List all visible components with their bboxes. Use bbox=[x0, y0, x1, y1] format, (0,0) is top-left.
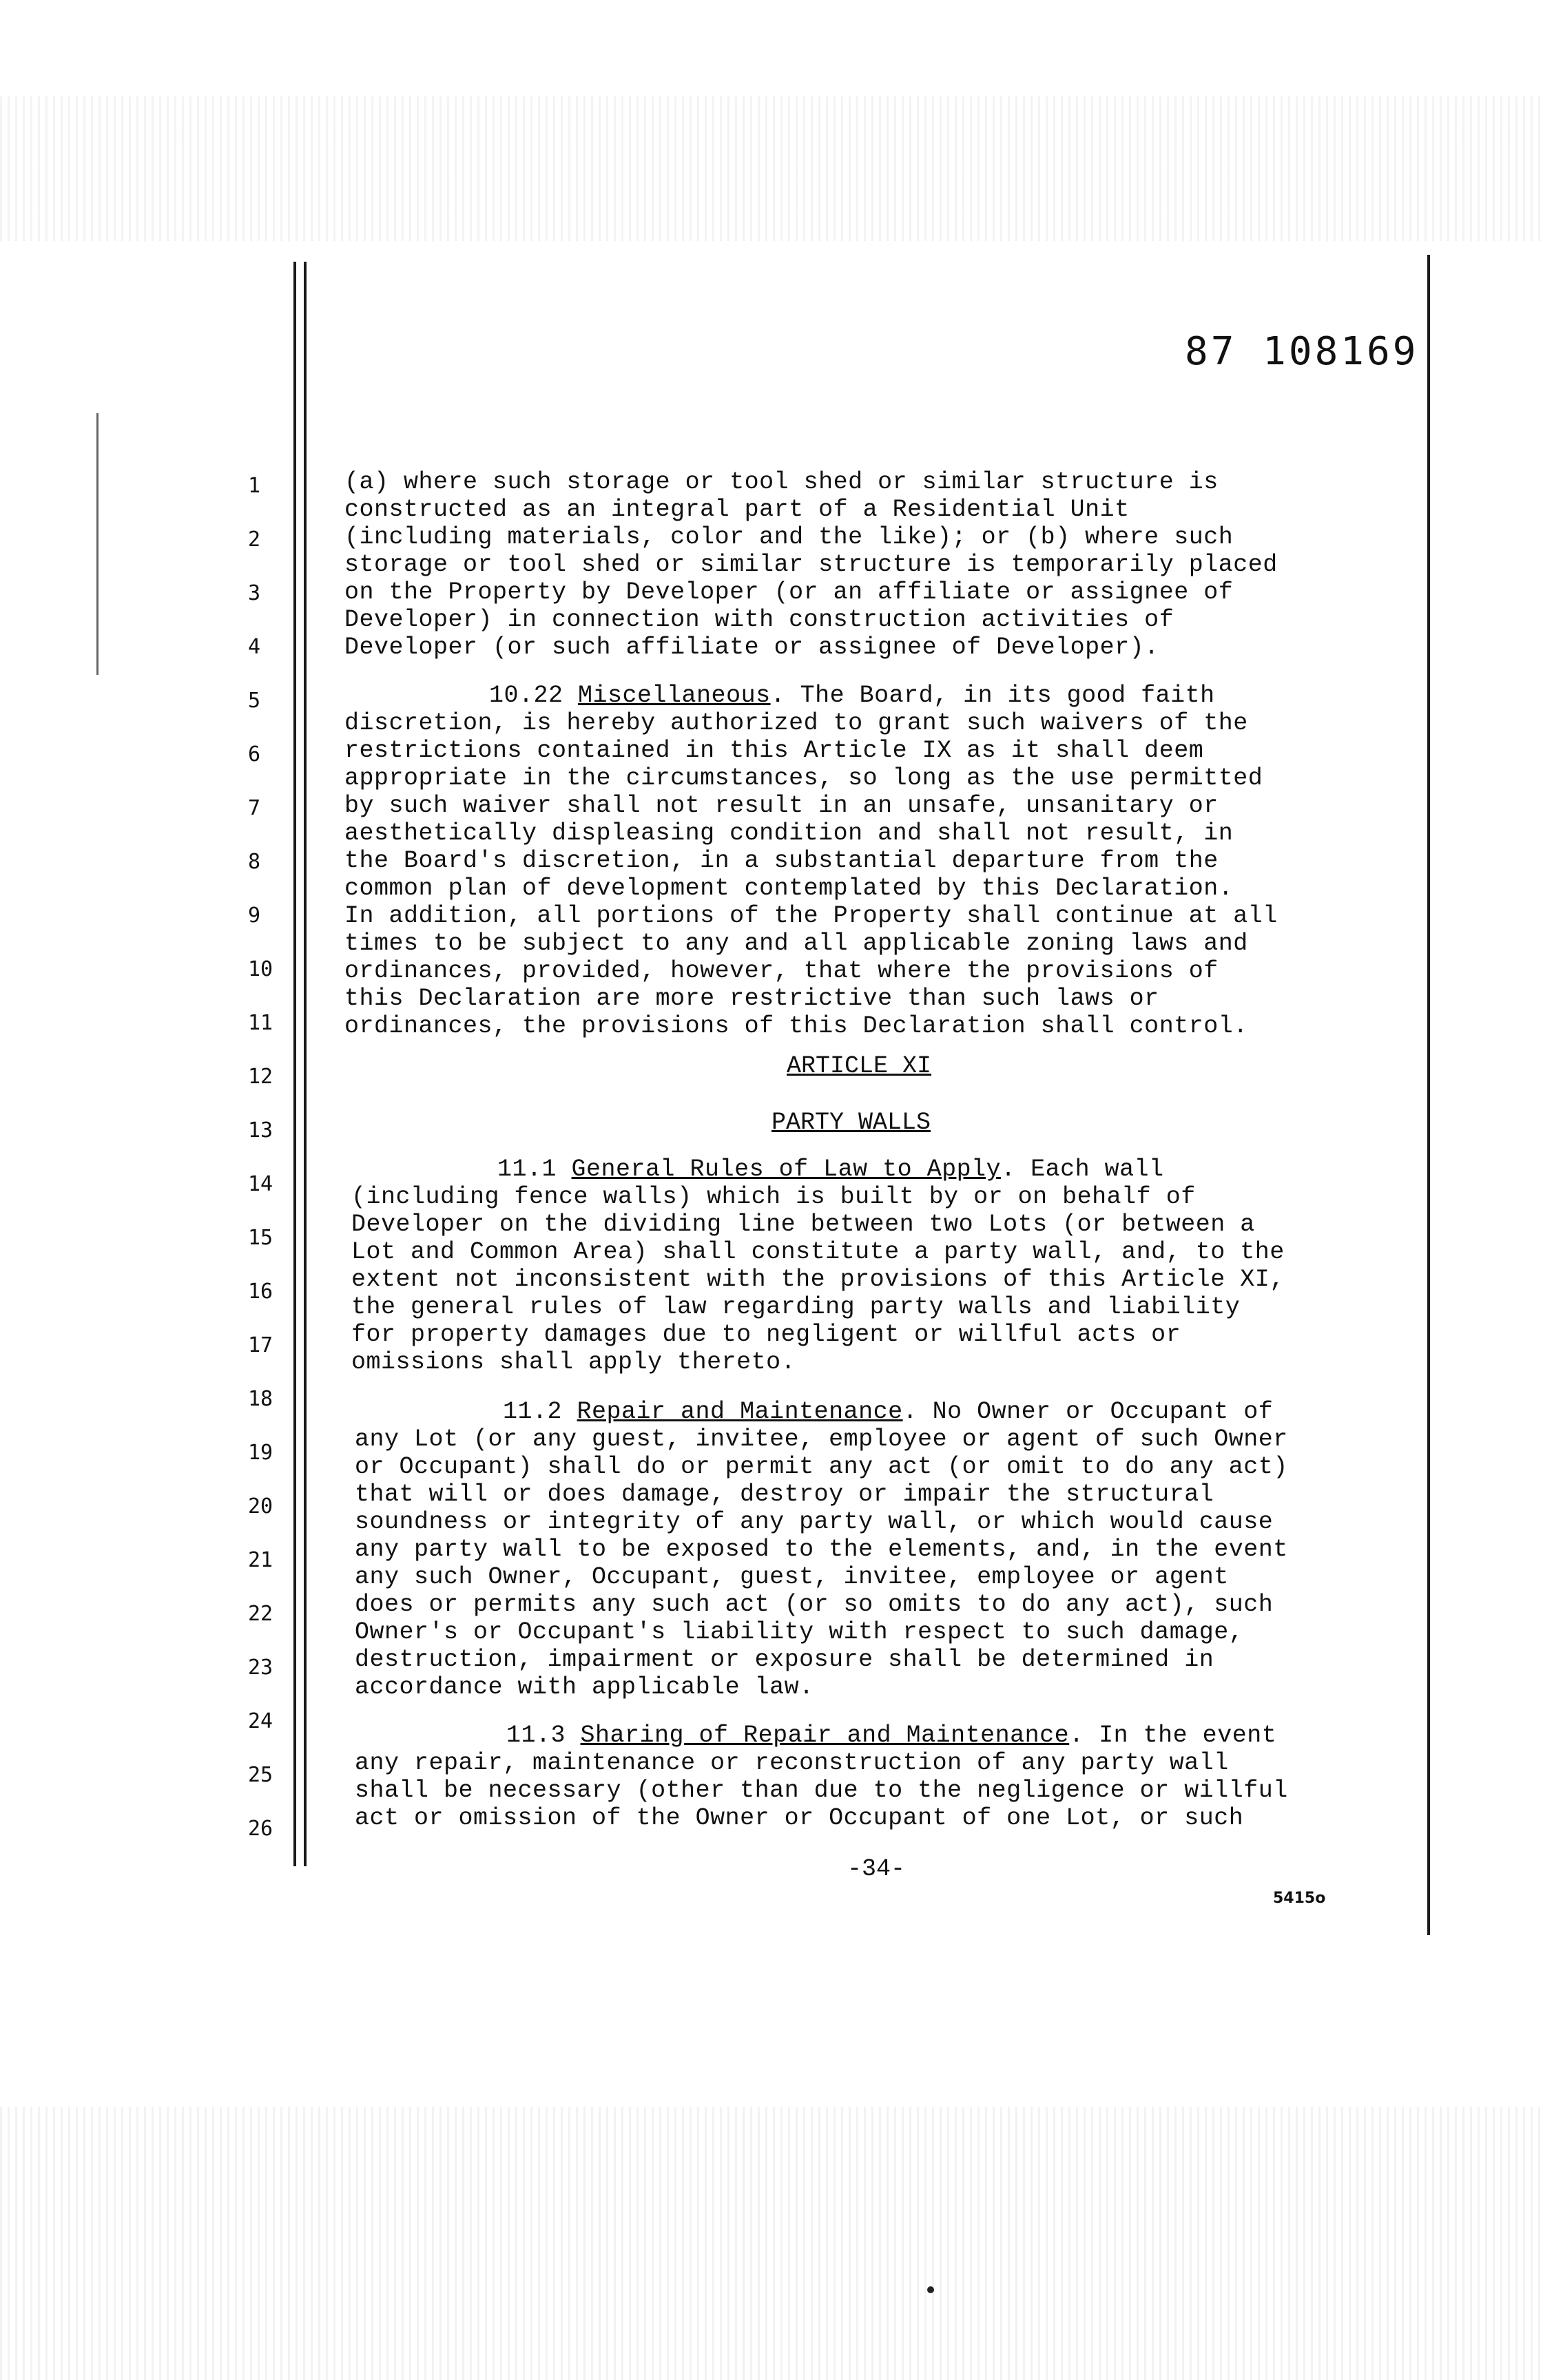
text-line: extent not inconsistent with the provisions of this Article XI, bbox=[351, 1266, 1285, 1293]
text-line: (including fence walls) which is built by or on behalf of bbox=[351, 1183, 1196, 1211]
text-line: does or permits any such act (or so omits to do any act), such bbox=[355, 1591, 1274, 1618]
article-subtitle: PARTY WALLS bbox=[772, 1109, 931, 1136]
text-line: (including materials, color and the like); or (b) where such bbox=[344, 523, 1234, 551]
text-run: . No Owner or Occupant of bbox=[902, 1398, 1274, 1426]
section-number: 11.1 bbox=[497, 1156, 572, 1183]
text-line: times to be subject to any and all applicable zoning laws and bbox=[344, 930, 1248, 957]
scan-noise-top bbox=[0, 96, 1543, 241]
line-number: 1 bbox=[248, 474, 261, 498]
text-line: storage or tool shed or similar structure is temporarily placed bbox=[344, 551, 1278, 578]
margin-rule-right bbox=[1427, 255, 1430, 1935]
line-number: 2 bbox=[248, 528, 261, 552]
line-number: 9 bbox=[248, 904, 261, 928]
text-line: any party wall to be exposed to the elements, and, in the event bbox=[355, 1536, 1288, 1563]
line-number: 4 bbox=[248, 635, 261, 659]
line-number: 11 bbox=[248, 1011, 273, 1035]
line-number: 5 bbox=[248, 689, 261, 713]
section-heading: Miscellaneous bbox=[578, 682, 771, 709]
line-number: 12 bbox=[248, 1065, 273, 1089]
text-line: that will or does damage, destroy or impair the structural bbox=[355, 1481, 1214, 1508]
line-number: 14 bbox=[248, 1172, 273, 1196]
text-line: for property damages due to negligent or willful acts or bbox=[351, 1321, 1181, 1348]
text-line: act or omission of the Owner or Occupant of one Lot, or such bbox=[355, 1804, 1244, 1832]
text-line: omissions shall apply thereto. bbox=[351, 1348, 796, 1376]
section-number: 10.22 bbox=[489, 682, 579, 709]
text-line: appropriate in the circumstances, so long as the use permitted bbox=[344, 764, 1263, 792]
line-number: 7 bbox=[248, 796, 261, 820]
form-code: 5415o bbox=[1273, 1890, 1326, 1907]
section-heading: Repair and Maintenance bbox=[577, 1398, 903, 1426]
text-line: Owner's or Occupant's liability with respect to such damage, bbox=[355, 1618, 1244, 1646]
line-number: 20 bbox=[248, 1494, 273, 1518]
line-number: 18 bbox=[248, 1387, 273, 1411]
page-number: -34- bbox=[847, 1855, 906, 1883]
line-number: 25 bbox=[248, 1763, 273, 1787]
text-line: any such Owner, Occupant, guest, invitee, employee or agent bbox=[355, 1563, 1229, 1591]
section-heading: Sharing of Repair and Maintenance bbox=[580, 1722, 1070, 1749]
text-line: destruction, impairment or exposure shall be determined in bbox=[355, 1646, 1214, 1673]
text-line: common plan of development contemplated by this Declaration. bbox=[344, 875, 1234, 902]
section-first-line bbox=[503, 1398, 1273, 1426]
text-line: (a) where such storage or tool shed or similar structure is bbox=[344, 468, 1219, 496]
line-number: 3 bbox=[248, 581, 261, 605]
text-line: Developer) in connection with construction activities of bbox=[344, 606, 1174, 634]
article-title: ARTICLE XI bbox=[787, 1052, 932, 1080]
text-run: . Each wall bbox=[1001, 1156, 1164, 1183]
line-number: 19 bbox=[248, 1441, 273, 1465]
text-line: shall be necessary (other than due to the negligence or willful bbox=[355, 1777, 1288, 1804]
text-line: or Occupant) shall do or permit any act (or omit to do any act) bbox=[355, 1453, 1288, 1481]
section-number: 11.2 bbox=[503, 1398, 577, 1426]
text-line: soundness or integrity of any party wall, or which would cause bbox=[355, 1508, 1274, 1536]
line-number: 16 bbox=[248, 1280, 273, 1304]
text-line: discretion, is hereby authorized to grant such waivers of the bbox=[344, 709, 1248, 737]
text-line: Developer on the dividing line between two Lots (or between a bbox=[351, 1211, 1255, 1238]
text-line: aesthetically displeasing condition and shall not result, in bbox=[344, 820, 1234, 847]
text-line: the general rules of law regarding party walls and liability bbox=[351, 1293, 1241, 1321]
line-number: 13 bbox=[248, 1118, 273, 1142]
line-number: 17 bbox=[248, 1333, 273, 1357]
line-number: 8 bbox=[248, 850, 261, 874]
line-number: 26 bbox=[248, 1817, 273, 1841]
section-number: 11.3 bbox=[506, 1722, 581, 1749]
line-number: 22 bbox=[248, 1602, 273, 1626]
section-heading: General Rules of Law to Apply bbox=[571, 1156, 1002, 1183]
text-line: accordance with applicable law. bbox=[355, 1673, 814, 1701]
line-number: 23 bbox=[248, 1656, 273, 1680]
text-line: this Declaration are more restrictive than such laws or bbox=[344, 985, 1159, 1012]
document-number-stamp: 87 108169 bbox=[1185, 329, 1419, 374]
line-number: 21 bbox=[248, 1548, 273, 1572]
scan-noise-bottom bbox=[0, 2107, 1543, 2380]
text-line: Developer (or such affiliate or assignee of Developer). bbox=[344, 634, 1159, 661]
page-edge-mark bbox=[96, 413, 99, 675]
section-first-line bbox=[497, 1156, 1164, 1183]
text-line: ordinances, the provisions of this Declaration shall control. bbox=[344, 1012, 1248, 1040]
text-run: . The Board, in its good faith bbox=[770, 682, 1215, 709]
text-line: on the Property by Developer (or an affiliate or assignee of bbox=[344, 578, 1234, 606]
section-first-line bbox=[506, 1722, 1276, 1749]
line-number: 6 bbox=[248, 742, 261, 766]
text-line: In addition, all portions of the Property shall continue at all bbox=[344, 902, 1278, 930]
text-line: constructed as an integral part of a Residential Unit bbox=[344, 496, 1130, 523]
scan-speck bbox=[927, 2286, 934, 2293]
text-line: the Board's discretion, in a substantial departure from the bbox=[344, 847, 1219, 875]
text-run: . In the event bbox=[1069, 1722, 1277, 1749]
section-first-line bbox=[489, 682, 1215, 709]
text-line: ordinances, provided, however, that where the provisions of bbox=[344, 957, 1219, 985]
text-line: Lot and Common Area) shall constitute a party wall, and, to the bbox=[351, 1238, 1285, 1266]
line-number: 15 bbox=[248, 1226, 273, 1250]
text-line: any Lot (or any guest, invitee, employee or agent of such Owner bbox=[355, 1426, 1288, 1453]
line-number: 24 bbox=[248, 1709, 273, 1733]
text-line: any repair, maintenance or reconstruction of any party wall bbox=[355, 1749, 1229, 1777]
text-line: by such waiver shall not result in an unsafe, unsanitary or bbox=[344, 792, 1219, 820]
line-number: 10 bbox=[248, 957, 273, 981]
text-line: restrictions contained in this Article IX as it shall deem bbox=[344, 737, 1204, 764]
